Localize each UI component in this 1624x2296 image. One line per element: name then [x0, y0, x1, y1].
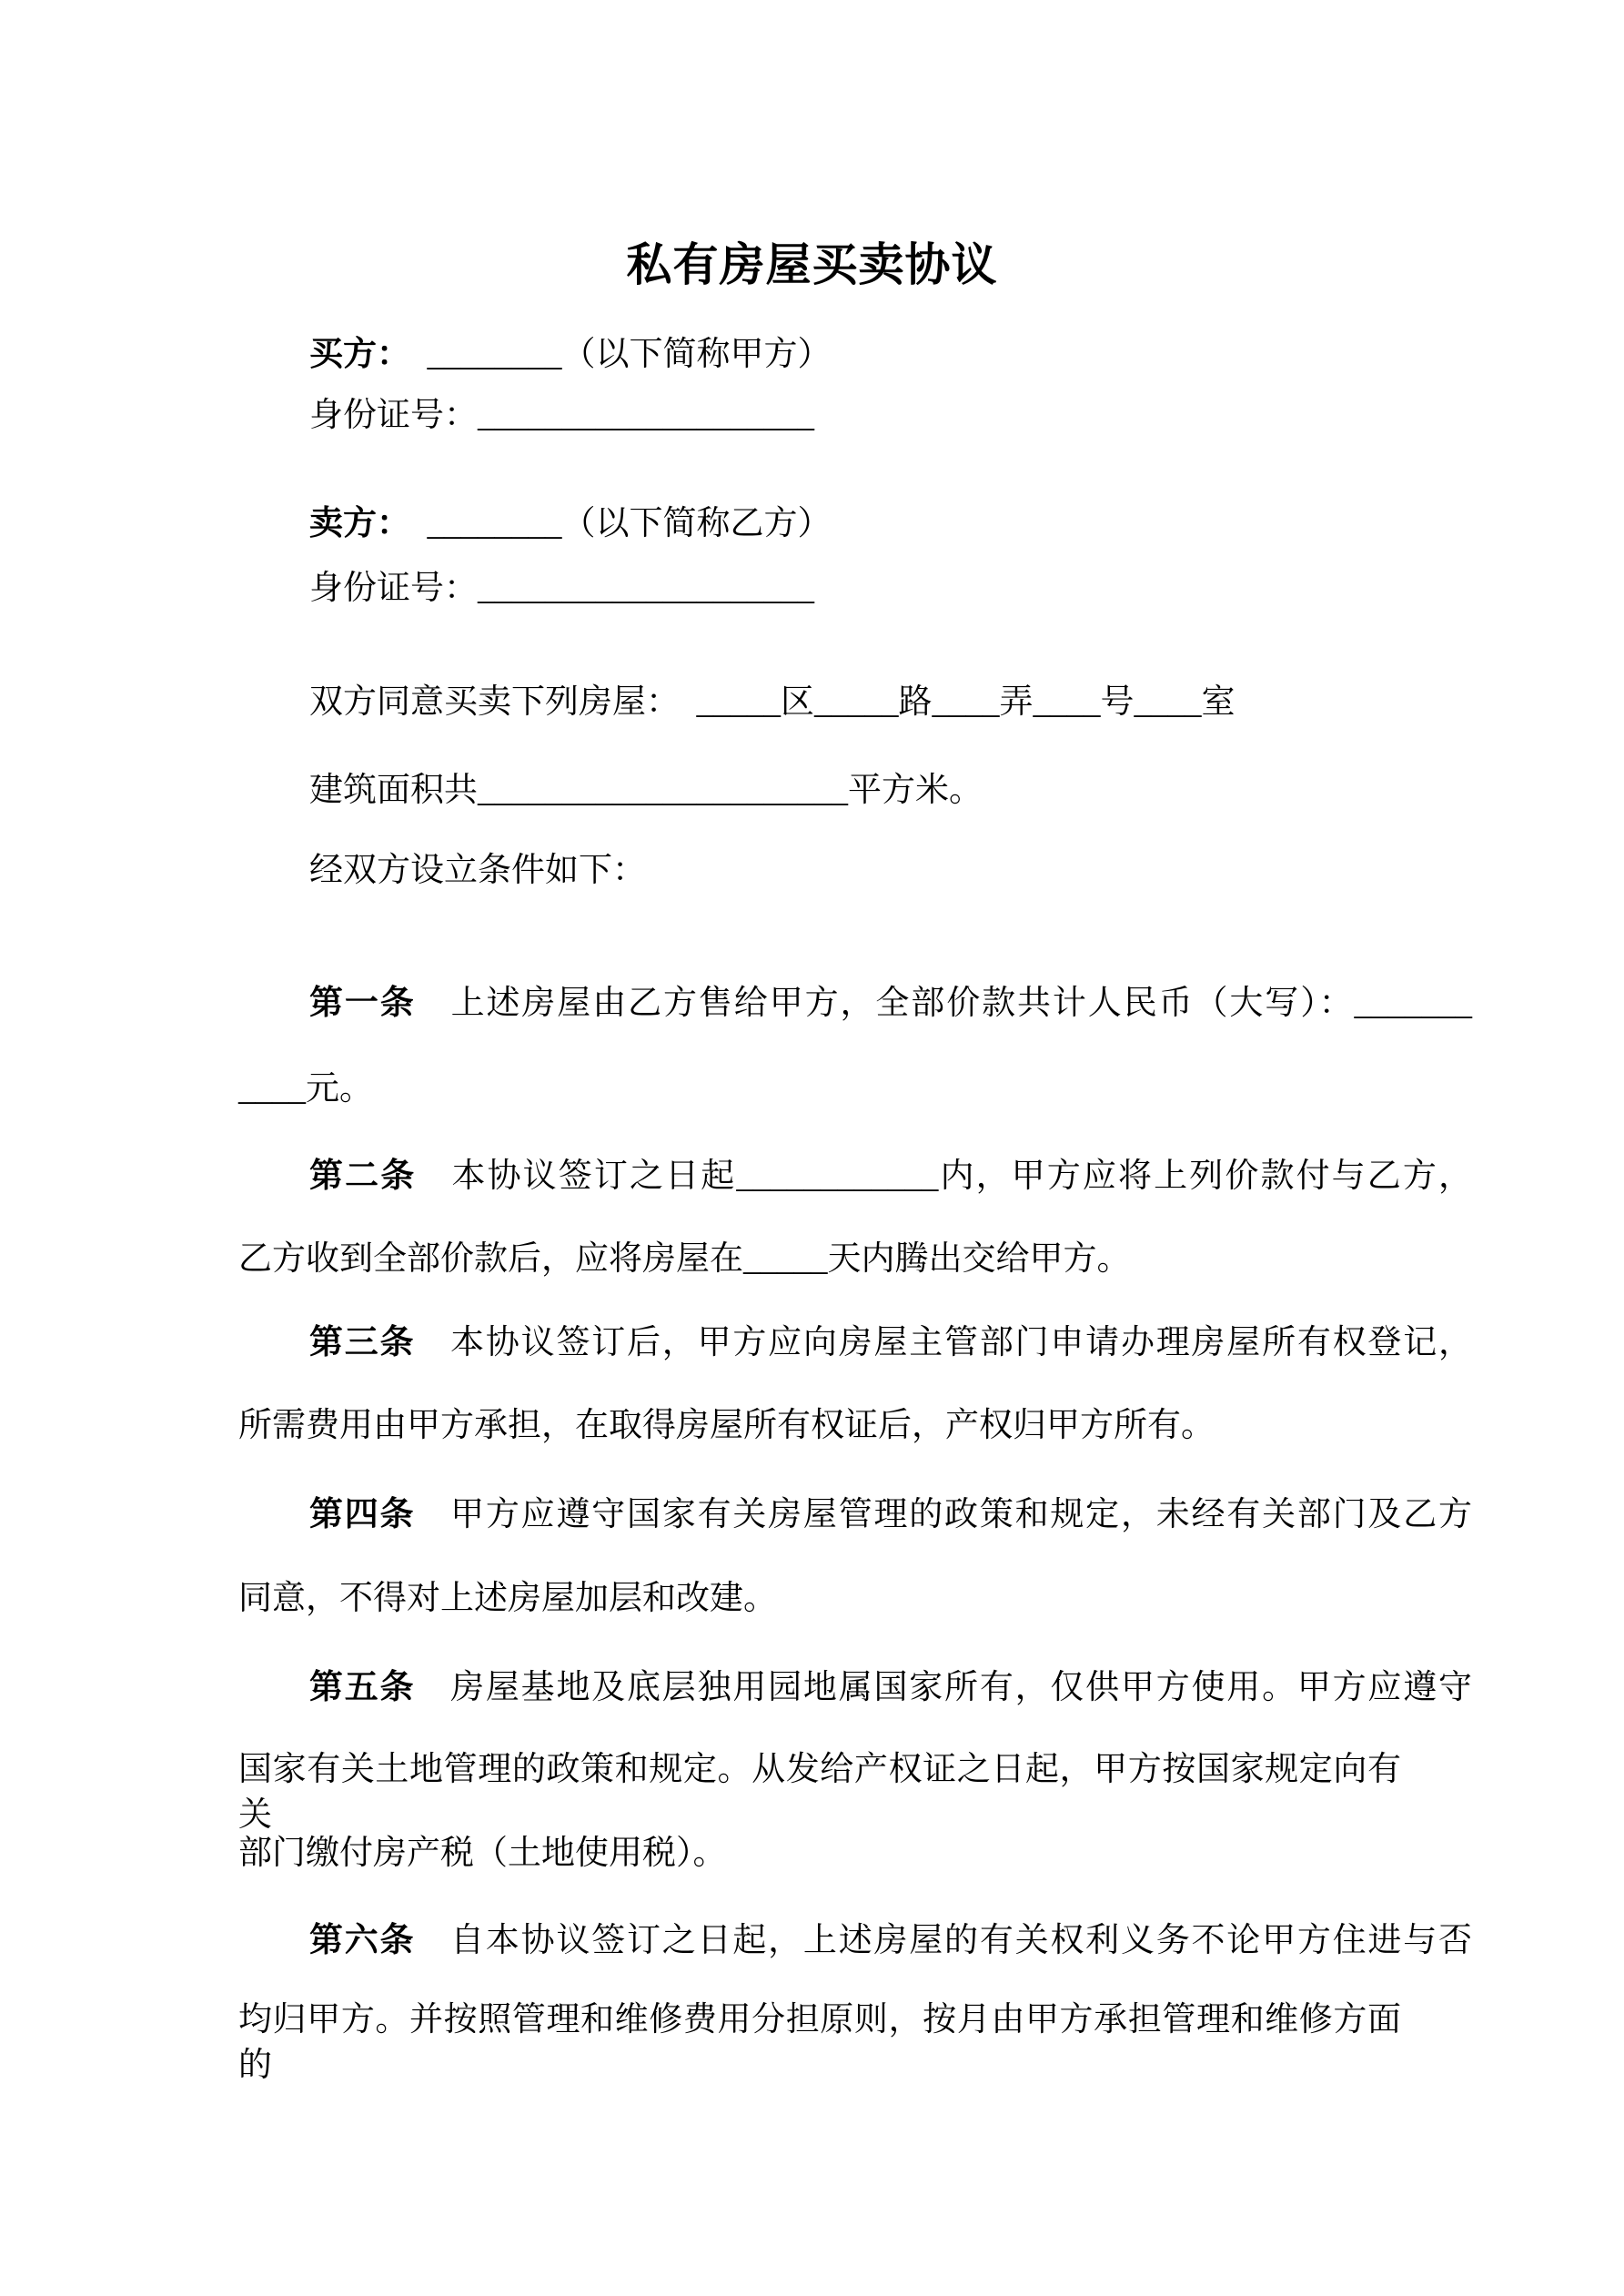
seller-label: 卖方：: [309, 504, 394, 541]
article-4-text: 甲方应遵守国家有关房屋管理的政策和规定，未经有关部门及乙方: [415, 1496, 1472, 1533]
article-5-line-2: 国家有关土地管理的政策和规定。从发给产权证之日起，甲方按国家规定向有关: [238, 1751, 1401, 1834]
conditions-intro-line: 经双方设立条件如下：: [309, 852, 646, 889]
buyer-id-line: 身份证号：____________________: [309, 397, 814, 434]
article-1-number: 第一条: [309, 984, 416, 1021]
article-5-text: 房屋基地及底层独用园地属国家所有，仅供甲方使用。甲方应遵守: [415, 1669, 1472, 1706]
article-4-line-1: [238, 1492, 1472, 1539]
article-6-line-2: 均归甲方。并按照管理和维修费用分担原则，按月由甲方承担管理和维修方面的: [238, 2001, 1401, 2084]
article-6-line-1: [238, 1917, 1472, 1965]
property-agree-line: 双方同意买卖下列房屋： _____区_____路____弄____号____室: [309, 683, 1236, 721]
article-6-text: 自本协议签订之日起，上述房屋的有关权利义务不论甲方住进与否: [415, 1922, 1472, 1959]
article-1-line-1: [238, 980, 1472, 1027]
article-2-line-1: [238, 1153, 1472, 1200]
buyer-label: 买方：: [309, 335, 394, 372]
seller-line: [238, 501, 1472, 548]
article-3-number: 第三条: [309, 1323, 416, 1360]
buyer-name-blank: ________（以下简称甲方）: [393, 336, 832, 373]
article-1-text: 上述房屋由乙方售给甲方，全部价款共计人民币（大写）：_______: [415, 985, 1473, 1022]
article-5-line-3: 部门缴付房产税（土地使用税）。: [238, 1835, 727, 1872]
article-6-number: 第六条: [309, 1921, 416, 1958]
article-3-line-2: 所需费用由甲方承担，在取得房屋所有权证后，产权归甲方所有。: [238, 1407, 1215, 1444]
article-1-line-2: ____元。: [238, 1070, 373, 1108]
article-2-text: 本协议签订之日起____________内，甲方应将上列价款付与乙方，: [416, 1158, 1473, 1195]
buyer-line: [238, 331, 1472, 379]
article-3-text: 本协议签订后，甲方应向房屋主管部门申请办理房屋所有权登记，: [415, 1324, 1472, 1361]
article-2-number: 第二条: [309, 1157, 417, 1194]
article-3-line-1: [238, 1320, 1472, 1367]
article-5-line-1: [238, 1664, 1472, 1712]
article-2-line-2: 乙方收到全部价款后，应将房屋在_____天内腾出交给甲方。: [238, 1240, 1131, 1278]
seller-id-line: 身份证号：____________________: [309, 570, 814, 607]
article-5-number: 第五条: [309, 1668, 416, 1705]
article-4-line-2: 同意，不得对上述房屋加层和改建。: [238, 1580, 777, 1617]
property-area-line: 建筑面积共______________________平方米。: [309, 772, 983, 809]
document-title: 私有房屋买卖协议: [626, 239, 998, 290]
seller-name-blank: ________（以下简称乙方）: [393, 505, 832, 542]
article-4-number: 第四条: [309, 1495, 416, 1532]
